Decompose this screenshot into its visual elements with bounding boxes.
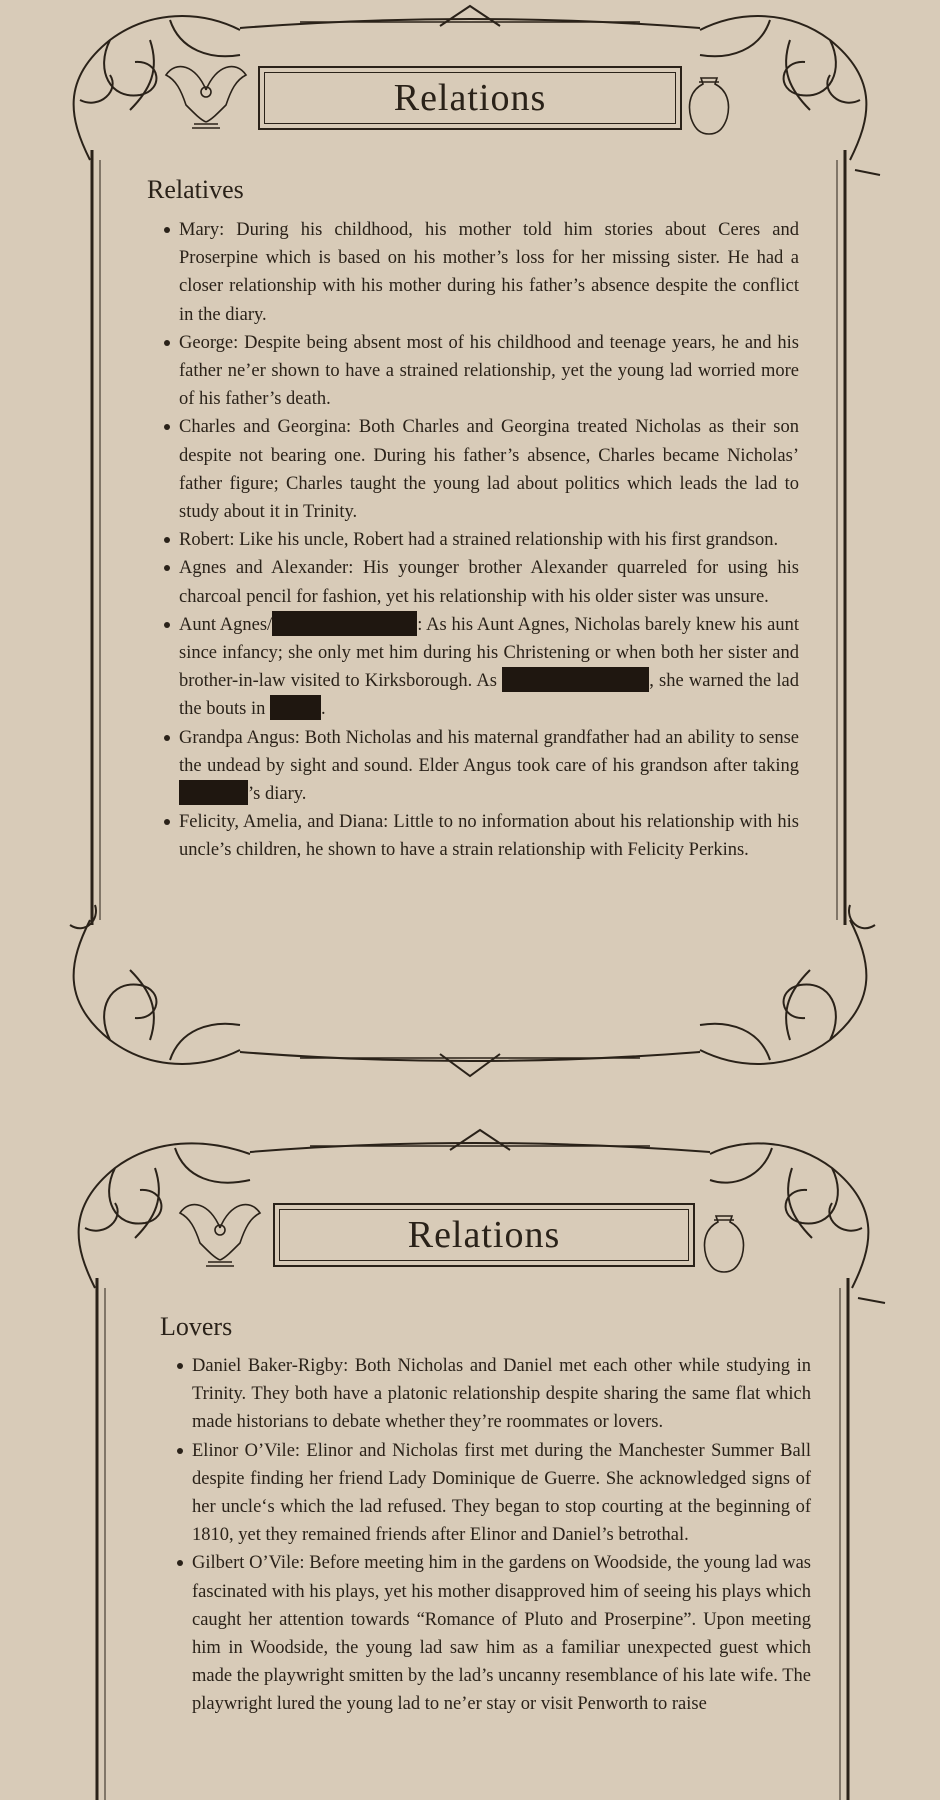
entry-text: Elinor O’Vile: Elinor and Nicholas first met during the Manchester Summer Ball despite finding her friend Lady Dominique de Guerre. She acknowledged signs of her uncle‘s which the lad refused. They began to stop courting at the beginning of 1810, yet they remained friends after Elinor and Daniel’s betrothal. xyxy=(192,1440,811,1546)
lovers-panel xyxy=(0,1118,940,1800)
list-item xyxy=(192,1437,811,1550)
list-item xyxy=(179,216,799,329)
eagle-icon xyxy=(166,67,246,128)
entry-text: ’s diary. xyxy=(248,784,307,805)
section-heading-lovers: Lovers xyxy=(160,1312,233,1341)
corner-flourish-icon xyxy=(710,1143,885,1303)
entry-text: . xyxy=(320,699,326,720)
list-item xyxy=(179,329,799,414)
redacted-name xyxy=(179,780,248,805)
entry-text: George: Despite being absent most of his childhood and teenage years, he and his father ne’er shown to have a strained relationship, yet the young lad worried more of his father’s death. xyxy=(179,332,799,410)
list-item xyxy=(179,413,799,526)
entry-text: , she warned the lad the bouts in xyxy=(179,671,799,720)
redacted-name xyxy=(502,667,649,692)
list-item xyxy=(179,526,799,554)
corner-flourish-icon xyxy=(700,16,880,175)
entry-text: Grandpa Angus: Both Nicholas and his maternal grandfather had an ability to sense the undead by sight and sound. Elder Angus took care of his grandson after taking xyxy=(179,727,799,776)
list-item xyxy=(192,1549,811,1718)
redacted-name xyxy=(270,695,321,720)
list-item xyxy=(179,808,799,864)
entry-text: Charles and Georgina: Both Charles and Georgina treated Nicholas as their son despite not bearing one. During his father’s absence, Charles became Nicholas’ father figure; Charles taught the young lad about politics which leads the lad to study about it in Trinity. xyxy=(179,417,799,523)
urn-icon xyxy=(690,78,729,134)
entry-text: Gilbert O’Vile: Before meeting him in the gardens on Woodside, the young lad was fascinated with his plays, yet his mother disapproved him of seeing his plays which caught her attention towards “Romance of Pluto and Proserpine”. Upon meeting him in Woodside, the young lad saw him as a familiar unexpected guest which made the playwright smitten by the lad’s uncanny resemblance of his late wife. The playwright lured the young lad to ne’er stay or visit Penworth to raise xyxy=(192,1553,811,1715)
redacted-name xyxy=(272,611,417,636)
eagle-icon xyxy=(180,1205,260,1266)
entry-text: Robert: Like his uncle, Robert had a strained relationship with his first grandson. xyxy=(179,530,779,551)
corner-flourish-icon xyxy=(700,905,875,1064)
list-item xyxy=(179,554,799,610)
relatives-list xyxy=(179,216,799,865)
list-item xyxy=(179,724,799,809)
corner-flourish-icon xyxy=(74,16,240,160)
page-title: Relations xyxy=(258,66,682,130)
entry-text: Aunt Agnes/ xyxy=(179,614,273,635)
urn-icon xyxy=(705,1216,744,1272)
section-heading-relatives: Relatives xyxy=(147,175,244,204)
entry-text: Daniel Baker-Rigby: Both Nicholas and Daniel met each other while studying in Trinity. They both have a platonic relationship despite sharing the same flat which made historians to debate whether they’re roommates or lovers. xyxy=(192,1356,811,1433)
lovers-list xyxy=(192,1352,811,1719)
page-title: Relations xyxy=(273,1203,695,1267)
list-item xyxy=(192,1352,811,1437)
corner-flourish-icon xyxy=(79,1143,250,1288)
entry-text: Felicity, Amelia, and Diana: Little to no information about his relationship with his uncle’s children, he shown to have a strain relationship with Felicity Perkins. xyxy=(179,812,799,861)
entry-text: Agnes and Alexander: His younger brother Alexander quarreled for using his charcoal pencil for fashion, yet his relationship with his older sister was unsure. xyxy=(179,558,799,607)
list-item xyxy=(179,611,799,724)
entry-text: : As his Aunt Agnes, Nicholas barely knew his aunt since infancy; she only met him during his Christening or when both her sister and brother-in-law visited to Kirksborough. As xyxy=(179,614,800,692)
corner-flourish-icon xyxy=(70,905,240,1064)
entry-text: Mary: During his childhood, his mother told him stories about Ceres and Proserpine which is based on his mother’s loss for her missing sister. He had a closer relationship with his mother during his father’s absence despite the conflict in the diary. xyxy=(179,220,799,325)
